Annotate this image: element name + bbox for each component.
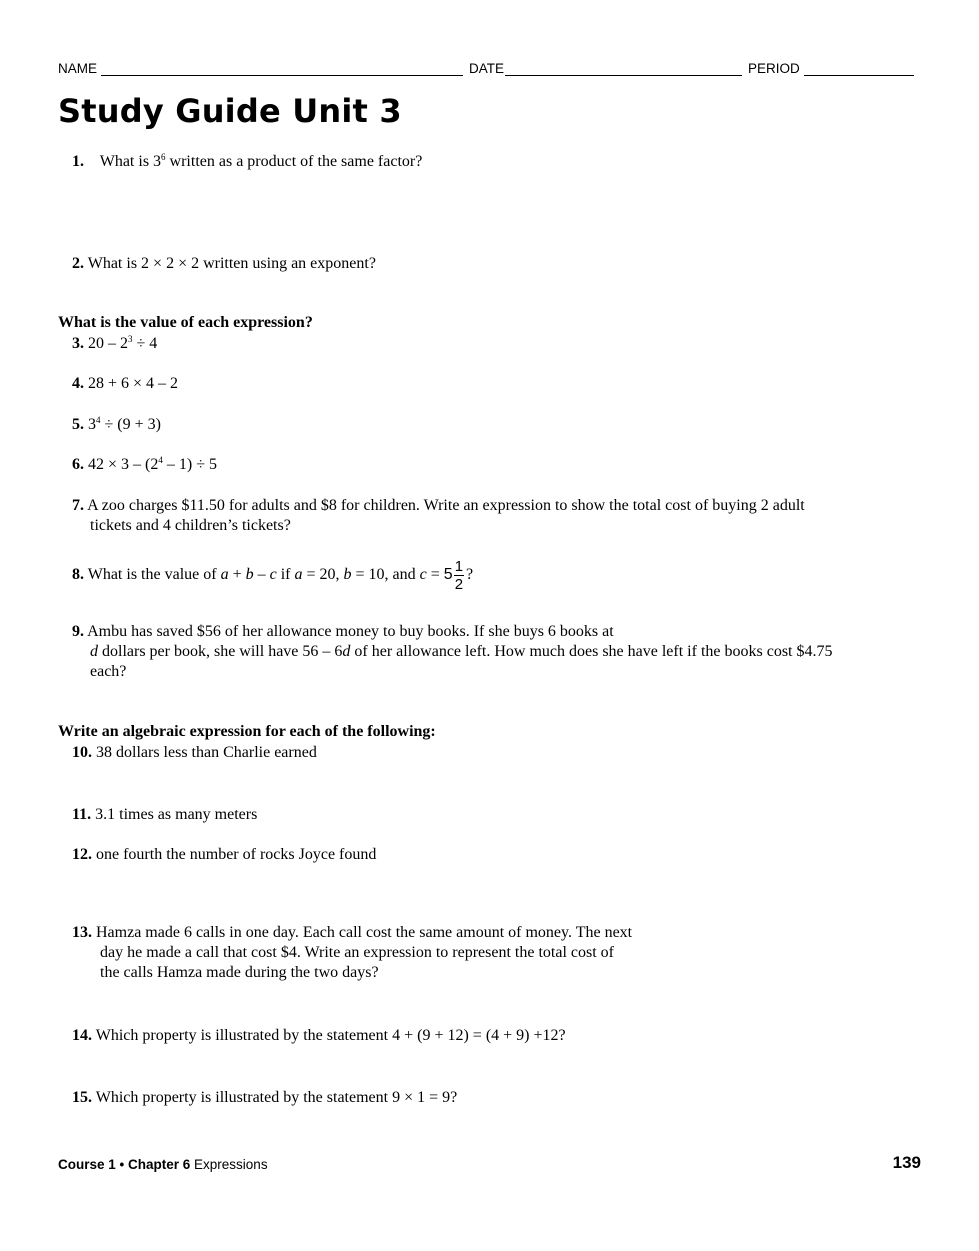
date-blank[interactable] bbox=[505, 62, 742, 76]
question-10 bbox=[72, 743, 317, 763]
question-number: 2. bbox=[72, 255, 84, 272]
question-text: 28 + 6 × 4 – 2 bbox=[88, 375, 179, 392]
fraction: $\frac{1}{2}$ bbox=[454, 558, 464, 593]
question-5: 5. $3^4 \div (9 + 3)$ bbox=[72, 415, 161, 433]
question-number: 14. bbox=[72, 1027, 92, 1044]
question-text: 3.1 times as many meters bbox=[95, 806, 258, 823]
question-12 bbox=[72, 845, 376, 865]
question-number: 4. bbox=[72, 375, 84, 392]
question-11 bbox=[72, 805, 257, 825]
period-blank[interactable] bbox=[804, 62, 914, 76]
question-15 bbox=[72, 1088, 457, 1108]
question-8: 8. What is the value of a + b – c if a = 20, b = 10, and c = 5 $\frac{1}{2}$ ? bbox=[72, 558, 474, 593]
question-13: 13. Hamza made 6 calls in one day. Each call cost the same amount of money. The next day he made a call that cost $4. Write an expression to represent the total cost of the calls Hamza made during the two days? bbox=[72, 924, 633, 981]
question-number: 9. bbox=[72, 623, 84, 640]
question-number: 5. bbox=[72, 416, 84, 433]
question-number: 6. bbox=[72, 456, 84, 473]
student-info-header bbox=[58, 58, 921, 76]
period-label: PERIOD bbox=[748, 61, 800, 76]
question-number: 8. bbox=[72, 566, 84, 584]
question-7: 7. A zoo charges $11.50 for adults and $8 for children. Write an expression to show the total cost of buying 2 adult tickets and 4 children’s tickets? bbox=[72, 497, 805, 534]
question-number: 7. bbox=[72, 497, 84, 514]
question-1: 1. What is $3^6$ written as a product of the same factor? bbox=[72, 152, 423, 170]
page-title: Study Guide Unit 3 bbox=[58, 92, 402, 130]
question-number: 1. bbox=[72, 153, 84, 170]
question-text: one fourth the number of rocks Joyce found bbox=[96, 846, 377, 863]
question-number: 15. bbox=[72, 1089, 92, 1106]
section-heading-values: What is the value of each expression? bbox=[58, 314, 313, 331]
question-text: 38 dollars less than Charlie earned bbox=[96, 744, 317, 761]
question-text: What is 2 × 2 × 2 written using an exponent? bbox=[87, 255, 376, 272]
section-heading-algebraic: Write an algebraic expression for each of the following: bbox=[58, 723, 436, 740]
footer-topic: Expressions bbox=[194, 1157, 268, 1172]
question-text: Which property is illustrated by the statement 4 + (9 + 12) = (4 + 9) +12? bbox=[95, 1027, 566, 1044]
question-number: 11. bbox=[72, 806, 92, 823]
question-number: 13. bbox=[72, 924, 92, 941]
mixed-number-whole: 5 bbox=[443, 566, 453, 584]
page-number: 139 bbox=[892, 1153, 921, 1172]
question-3: 3. $20 - 2^3 \div 4$ bbox=[72, 334, 158, 352]
question-4 bbox=[72, 374, 178, 394]
name-label: NAME bbox=[58, 61, 98, 76]
question-2 bbox=[72, 254, 376, 274]
question-number: 12. bbox=[72, 846, 92, 863]
question-number: 3. bbox=[72, 335, 84, 352]
date-label: DATE bbox=[469, 61, 505, 76]
question-text: Which property is illustrated by the statement 9 × 1 = 9? bbox=[95, 1089, 458, 1106]
footer-course-info bbox=[58, 1157, 268, 1172]
question-6: 6. $42 \times 3 - (2^4 - 1) \div 5$ bbox=[72, 455, 217, 473]
footer-course: Course 1 • Chapter 6 bbox=[58, 1157, 191, 1172]
question-number: 10. bbox=[72, 744, 92, 761]
question-9: 9. Ambu has saved $56 of her allowance money to buy books. If she buys 6 books at d dollars per book, she will have 56 – 6d of her allowance left. How much does she have left if the books cost $4.75 each? bbox=[72, 623, 833, 680]
name-blank[interactable] bbox=[101, 62, 463, 76]
question-14 bbox=[72, 1026, 566, 1046]
